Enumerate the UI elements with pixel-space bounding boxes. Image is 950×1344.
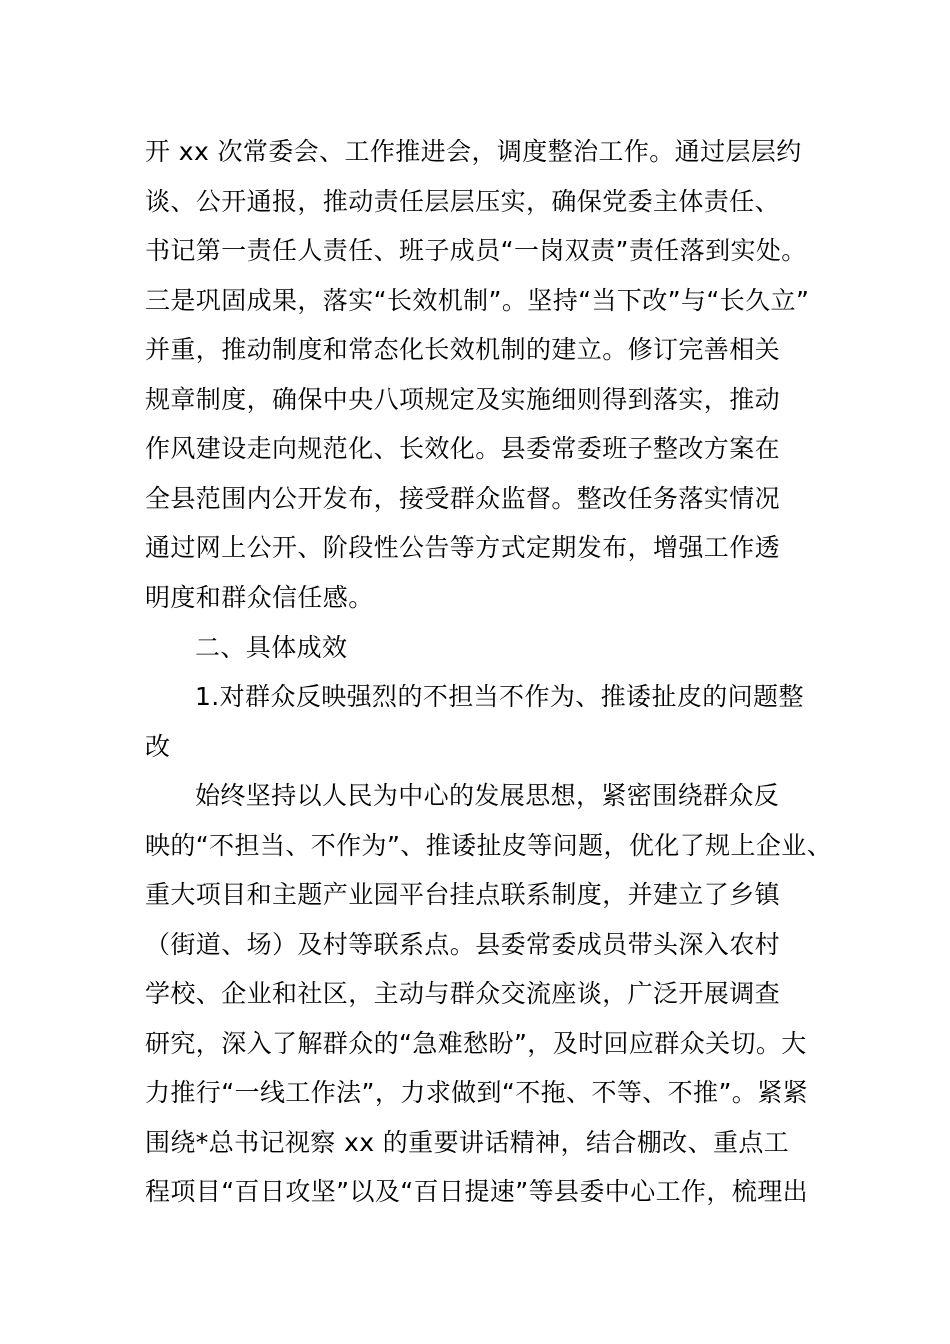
text-line: 谈、公开通报，推动责任层层压实，确保党委主体责任、	[145, 187, 781, 216]
text-line: 映的“不担当、不作为”、推诿扯皮等问题，优化了规上企业、	[145, 831, 833, 860]
text-line: 重大项目和主题产业园平台挂点联系制度，并建立了乡镇	[145, 880, 781, 909]
text-line: 书记第一责任人责任、班子成员“一岗双责”责任落到实处。	[145, 236, 807, 265]
text-line: 力推行“一线工作法”，力求做到“不拖、不等、不推”。紧紧	[145, 1078, 809, 1107]
text-line: 作风建设走向规范化、长效化。县委常委班子整改方案在	[145, 434, 781, 463]
text-line: 规章制度，确保中央八项规定及实施细则得到落实，推动	[145, 385, 781, 414]
subsection-heading-cont: 改	[145, 732, 171, 761]
text-line: 始终坚持以人民为中心的发展思想，紧密围绕群众反	[195, 781, 780, 810]
text-line: 学校、企业和社区，主动与群众交流座谈，广泛开展调查	[145, 979, 781, 1008]
text-line: 三是巩固成果，落实“长效机制”。坚持“当下改”与“长久立”	[145, 286, 810, 315]
section-heading: 二、具体成效	[195, 633, 348, 662]
text-line: 开 xx 次常委会、工作推进会，调度整治工作。通过层层约	[145, 137, 802, 166]
subsection-heading: 1.对群众反映强烈的不担当不作为、推诿扯皮的问题整	[195, 682, 804, 711]
text-line: 全县范围内公开发布，接受群众监督。整改任务落实情况	[145, 484, 781, 513]
text-line: 通过网上公开、阶段性公告等方式定期发布，增强工作透	[145, 533, 781, 562]
text-line: 程项目“百日攻坚”以及“百日提速”等县委中心工作，梳理出	[145, 1177, 809, 1206]
text-line: 围绕*总书记视察 xx 的重要讲话精神，结合棚改、重点工	[145, 1128, 790, 1157]
text-line: （街道、场）及村等联系点。县委常委成员带头深入农村	[145, 930, 781, 959]
text-line: 并重，推动制度和常态化长效机制的建立。修订完善相关	[145, 335, 781, 364]
text-line: 明度和群众信任感。	[145, 583, 374, 612]
text-line: 研究，深入了解群众的“急难愁盼”，及时回应群众关切。大	[145, 1029, 807, 1058]
